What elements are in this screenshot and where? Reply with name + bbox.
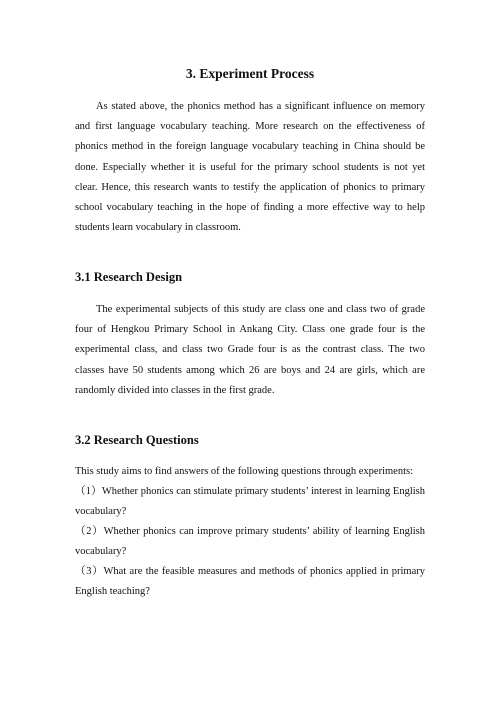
research-questions-lead: This study aims to find answers of the following questions through experiments: [75,466,413,477]
research-design-paragraph: The experimental subjects of this study are class one and class two of grade four of Hengkou Primary School in Ankang City. Class one grade four is the experimental class, and class two Grade four is as the contrast class. The two classes have 50 students among which 26 are boys and 24 are girls, which are randomly divided into classes in the first grade. [75,304,425,396]
research-question-2: （2）Whether phonics can improve primary students’ ability of learning English vocabulary? [75,526,425,558]
section-title: 3. Experiment Process [185,66,315,81]
heading-research-design: 3.1 Research Design [75,270,183,284]
intro-paragraph: As stated above, the phonics method has a significant influence on memory and first language vocabulary teaching. More research on the effectiveness of phonics method in the foreign language vocabulary teaching in China should be done. Especially whether it is useful for the primary school students is not yet clear. Hence, this research wants to testify the application of phonics to primary school vocabulary teaching in the hope of finding a more effective way to help students learn vocabulary in classroom. [75,101,425,234]
research-question-3: （3）What are the feasible measures and methods of phonics applied in primary English teaching? [75,566,425,598]
heading-research-questions: 3.2 Research Questions [75,433,199,447]
research-question-1: （1）Whether phonics can stimulate primary students’ interest in learning English vocabulary? [75,486,425,518]
